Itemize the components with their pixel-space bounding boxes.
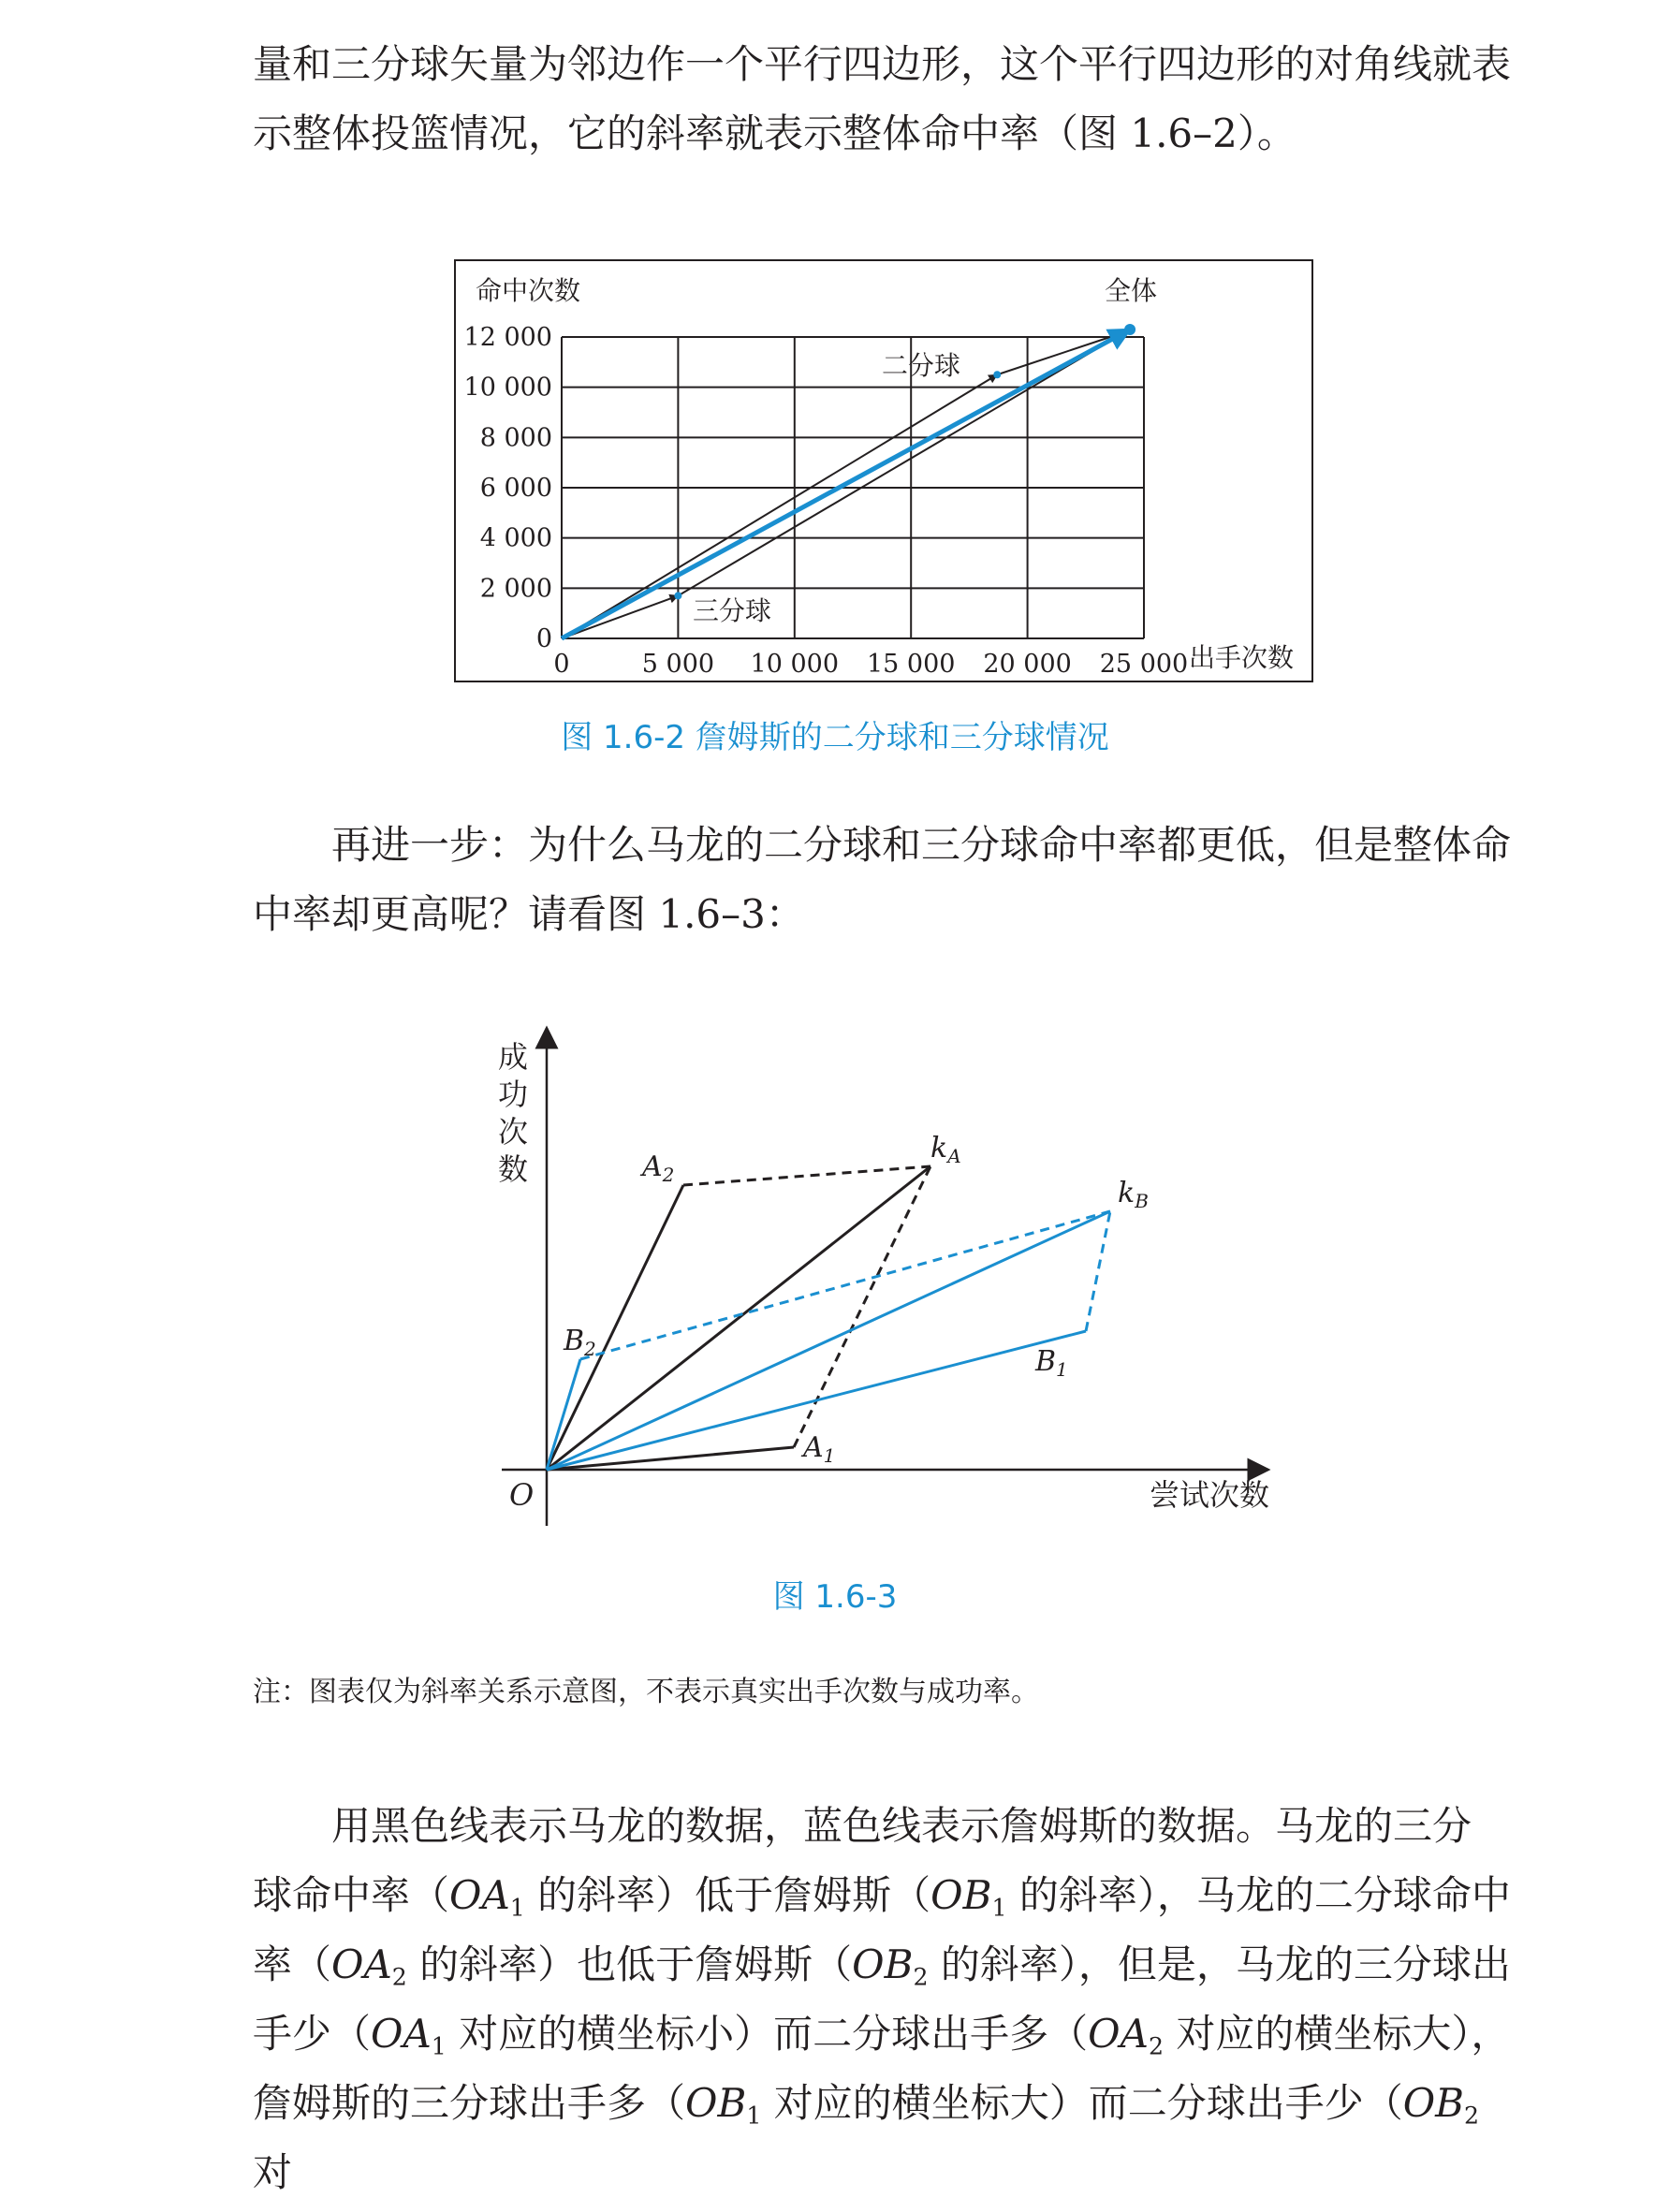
two-pt-point — [993, 371, 1001, 378]
segment-A2kA — [683, 1166, 930, 1185]
segment-OB2 — [547, 1359, 580, 1470]
y-axis-title-vertical — [498, 1039, 528, 1187]
series-1 — [562, 374, 997, 638]
malone-lines — [547, 1166, 930, 1470]
y-title-char-4: 数 — [498, 1151, 529, 1187]
top-paragraph — [253, 30, 1516, 168]
label-total: 全体 — [1105, 275, 1158, 306]
x-tick-label: 0 — [553, 650, 570, 679]
figure-1-caption: 图 1.6-2 詹姆斯的二分球和三分球情况 — [561, 719, 1109, 756]
series-4 — [562, 330, 1130, 638]
segment-OkA — [547, 1166, 930, 1470]
label-A1: $A_1$ — [803, 1431, 836, 1467]
x-ticks — [553, 650, 1188, 679]
bottom-line-1: 用黑色线表示马龙的数据，蓝色线表示詹姆斯的数据。马龙的三分 — [331, 1803, 1472, 1849]
middle-line-1: 再进一步：为什么马龙的二分球和三分球命中率都更低，但是整体命 — [331, 822, 1512, 868]
bottom-line-3: 率（$OA_2$ 的斜率）也低于詹姆斯（$OB_2$ 的斜率），但是，马龙的三分球出 — [253, 1941, 1511, 1991]
bottom-paragraph — [253, 1792, 1516, 2207]
y-title-char-3: 次 — [498, 1114, 529, 1150]
figure-1-chart — [0, 253, 1670, 693]
segment-A1kA — [794, 1166, 930, 1447]
figure-2-caption: 图 1.6-3 — [772, 1578, 898, 1616]
y-tick-label: 6 000 — [479, 474, 552, 503]
x-axis-title: 出手次数 — [1189, 642, 1295, 673]
bottom-line-5: 詹姆斯的三分球出手多（$OB_1$ 对应的横坐标大）而二分球出手少（$OB_2$ 对 — [253, 2080, 1480, 2195]
segment-B1kB — [1086, 1211, 1110, 1331]
y-tick-label: 10 000 — [463, 373, 552, 403]
segment-OA1 — [547, 1447, 794, 1470]
y-axis-title: 命中次数 — [476, 275, 581, 306]
origin-label: O — [509, 1477, 535, 1513]
y-tick-label: 4 000 — [479, 523, 552, 553]
middle-paragraph — [253, 811, 1516, 949]
y-tick-label: 12 000 — [463, 323, 552, 352]
segment-OkB — [547, 1211, 1110, 1470]
james-lines — [547, 1211, 1110, 1470]
y-title-char-2: 功 — [498, 1077, 529, 1112]
label-two-pt: 二分球 — [882, 350, 961, 381]
total-point — [1124, 324, 1135, 335]
label-B1: $B_1$ — [1035, 1345, 1068, 1381]
bottom-line-4: 手少（$OA_1$ 对应的横坐标小）而二分球出手多（$OA_2$ 对应的横坐标大）， — [253, 2011, 1511, 2060]
figure-2-diagram — [0, 992, 1670, 1535]
label-kB: $k_B$ — [1118, 1177, 1149, 1212]
label-B2: $B_2$ — [564, 1325, 596, 1360]
y-title-char-1: 成 — [498, 1039, 529, 1075]
y-ticks — [464, 323, 552, 653]
x-tick-label: 20 000 — [983, 650, 1072, 679]
bottom-line-2: 球命中率（$OA_1$ 的斜率）低于詹姆斯（$OB_1$ 的斜率），马龙的二分球命中 — [253, 1872, 1511, 1922]
x-tick-label: 10 000 — [750, 650, 840, 679]
y-tick-label: 8 000 — [479, 423, 552, 453]
top-line-1: 量和三分球矢量为邻边作一个平行四边形，这个平行四边形的对角线就表 — [253, 41, 1512, 87]
y-tick-label: 2 000 — [479, 574, 552, 604]
figure-1-frame — [455, 260, 1312, 681]
label-kA: $k_A$ — [930, 1132, 961, 1167]
series-group — [562, 324, 1135, 638]
three-pt-point — [674, 592, 681, 599]
x-tick-label: 25 000 — [1099, 650, 1189, 679]
top-line-2: 示整体投篮情况，它的斜率就表示整体命中率（图 1.6–2）。 — [253, 110, 1296, 156]
x-tick-label: 15 000 — [866, 650, 956, 679]
label-three-pt: 三分球 — [693, 595, 772, 626]
middle-line-2: 中率却更高呢？请看图 1.6–3： — [253, 891, 805, 937]
note: 注：图表仅为斜率关系示意图，不表示真实出手次数与成功率。 — [253, 1676, 1039, 1708]
x-tick-label: 5 000 — [641, 650, 715, 679]
y-tick-label: 0 — [535, 624, 552, 653]
label-A2: $A_2$ — [642, 1150, 675, 1186]
x-axis-title-2: 尝试次数 — [1150, 1477, 1270, 1513]
